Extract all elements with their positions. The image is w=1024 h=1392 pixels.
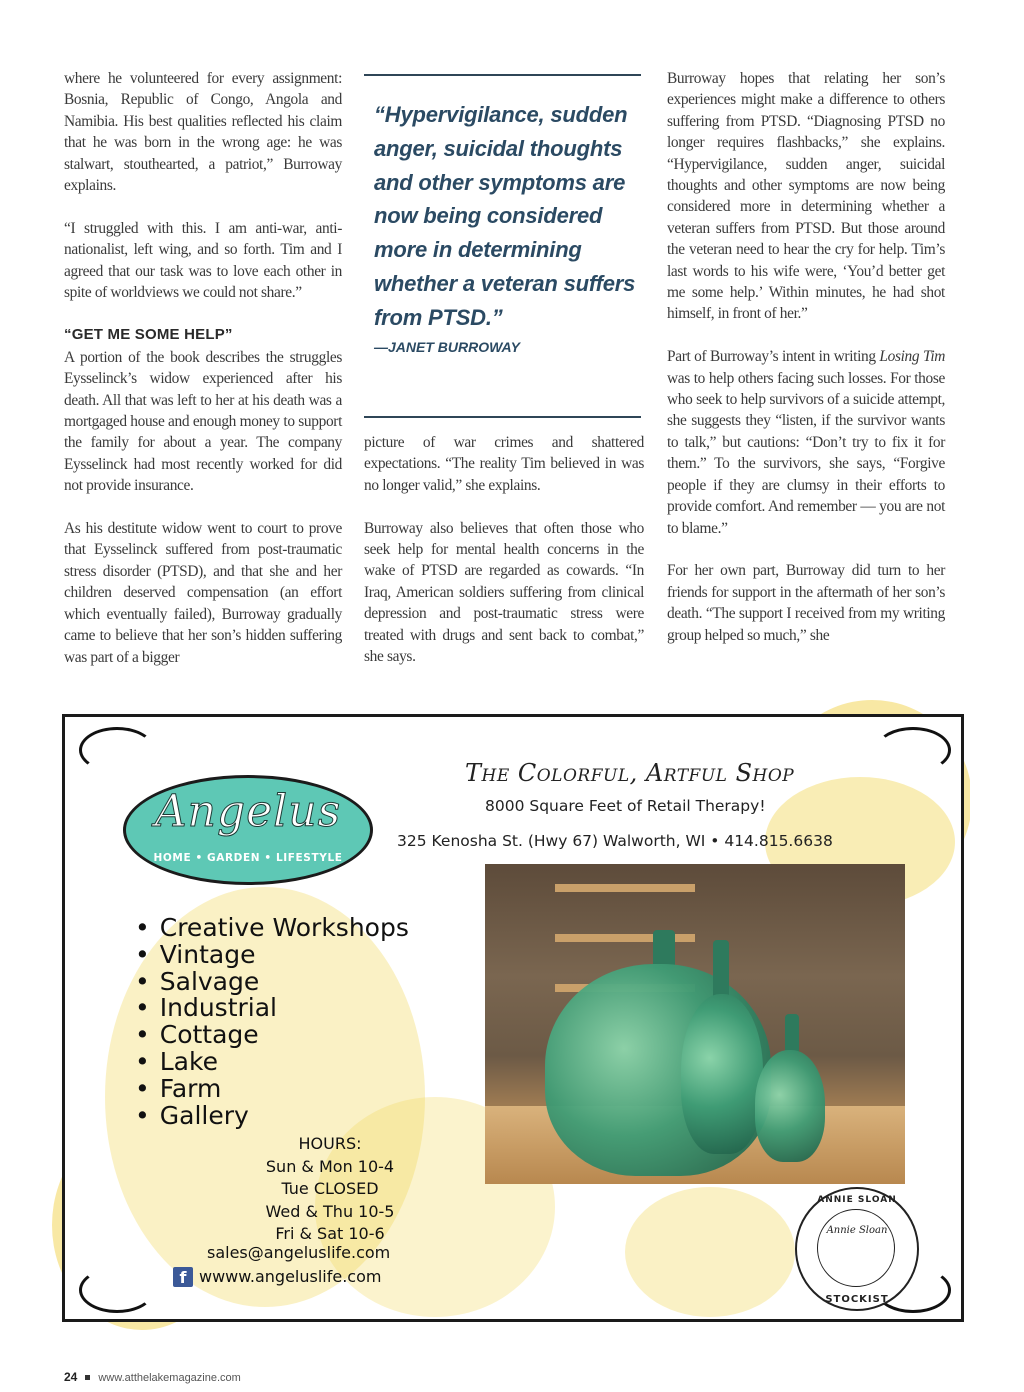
angelus-logo — [123, 775, 373, 885]
ad-title: The Colorful, Artful Shop — [465, 759, 795, 787]
ornament-scroll — [79, 1267, 155, 1313]
feature-item: • Salvage — [135, 969, 409, 996]
paragraph: picture of war crimes and shattered expectations. “The reality Tim believed in was no longer valid,” she explains. — [364, 434, 644, 494]
paragraph: For her own part, Burroway did turn to her friends for support in the aftermath of her son’s death. “The support I received from my writing group helped so much,” she — [667, 562, 945, 644]
pull-quote-attribution: —JANET BURROWAY — [374, 338, 520, 355]
annie-sloan-stockist-badge — [795, 1187, 919, 1311]
paragraph: Burroway also believes that often those who seek help for mental health concerns in the wake of PTSD are regarded as cowards. “In Iraq, American soldiers suffering from clinical depression and post-traumatic stress were treated with drugs and sent back to combat,” she says. — [364, 519, 644, 666]
feature-item: • Creative Workshops — [135, 915, 409, 942]
contact-info — [169, 1241, 390, 1289]
hours-title: HOURS: — [298, 1134, 362, 1153]
ornament-scroll — [875, 727, 951, 773]
store-hours — [215, 1133, 445, 1246]
badge-bottom-text: STOCKIST — [825, 1294, 889, 1305]
feature-item: • Industrial — [135, 995, 409, 1022]
paragraph: As his destitute widow went to court to prove that Eysselinck suffered from post-traumatic stress disorder (PTSD), and that she and her children deserved compensation (an effort which eventually failed), Burroway gradually came to believe that her son’s hidden suffering was part of a bigger — [64, 520, 342, 666]
paragraph: “I struggled with this. I am anti-war, anti-nationalist, left wing, and so forth. Tim and I agreed that our task was to love each other in spite of worldviews we could not share.” — [64, 219, 342, 302]
badge-inner-ring — [817, 1209, 895, 1287]
paragraph: where he volunteered for every assignment: Bosnia, Republic of Congo, Angola and Namibia. His best qualities reflected his claim that he was born in the wrong age: he was stalwart, stouthearted, a patriot,” Burroway explains. — [64, 70, 342, 195]
pull-quote — [364, 74, 641, 418]
ornament-scroll — [79, 727, 155, 773]
ad-address: 325 Kenosha St. (Hwy 67) Walworth, WI • 414.815.6638 — [397, 832, 833, 850]
paint-splash — [625, 1187, 795, 1317]
feature-item: • Lake — [135, 1049, 409, 1076]
paragraph: Burroway hopes that relating her son’s experiences might make a difference to others suffering from PTSD. “Diagnosing PTSD no longer requires flashbacks,” she explains. “Hypervigilance, sudden anger, suicidal thoughts and other symptoms are now being considered more in determining whether a veteran suffers from PTSD. But those around the veteran need to hear the cry for help. Tim’s last words to his wife were, ‘You’d better get me some help.’ Within minutes, he had shot himself, in front of her.” — [667, 70, 945, 323]
email-link[interactable]: sales@angeluslife.com — [207, 1243, 391, 1262]
pull-quote-text: “Hypervigilance, sudden anger, suicidal thoughts and other symptoms are now being considered more in determining whether a veteran suffers from PTSD.” — [374, 102, 636, 330]
feature-item: • Vintage — [135, 942, 409, 969]
hours-line: Fri & Sat 10-6 — [275, 1224, 385, 1244]
badge-signature: Annie Sloan — [826, 1225, 888, 1236]
bottle-neck — [785, 1014, 799, 1054]
logo-name: Angelus — [154, 786, 342, 837]
green-glass-bottle — [681, 994, 763, 1154]
footer-url[interactable]: www.atthelakemagazine.com — [98, 1372, 241, 1384]
green-glass-bottle — [755, 1050, 825, 1162]
ad-frame — [62, 714, 964, 1322]
paragraph: A portion of the book describes the struggles Eysselinck’s widow experienced after his death. All that was left to her at his death was a mortgaged house and enough money to support the family for about a year. The company Eysselinck had most recently worked for did not provide insurance. — [64, 348, 342, 495]
facebook-icon[interactable]: f — [173, 1267, 193, 1287]
bottle-neck — [713, 940, 729, 1000]
feature-item: • Gallery — [135, 1103, 409, 1130]
shop-photo — [485, 864, 905, 1184]
hours-line: Tue CLOSED — [281, 1179, 379, 1199]
article-column-2 — [364, 432, 644, 689]
badge-top-text: ANNIE SLOAN — [817, 1195, 897, 1205]
logo-subtitle: HOME • GARDEN • LIFESTYLE — [153, 852, 343, 864]
text-run: was to help others facing such losses. For those who seek to help survivors of a suicide attempt, she suggests they “listen, if the survivor wants to talk,” but cautions: “Don’t try to fix it for them.” To the survivors, she says, “Forgive people if they are clumsy in their efforts to provide comfort. And remember — you are not to blame.” — [667, 369, 945, 537]
feature-item: • Farm — [135, 1076, 409, 1103]
article-column-3 — [667, 68, 945, 667]
page-footer — [64, 1370, 241, 1384]
ad-tagline: 8000 Square Feet of Retail Therapy! — [485, 797, 766, 815]
article-column-1 — [64, 68, 342, 689]
angelus-advertisement — [52, 700, 970, 1330]
book-title: Losing Tim — [879, 348, 946, 366]
feature-item: • Cottage — [135, 1022, 409, 1049]
hours-line: Sun & Mon 10-4 — [265, 1156, 395, 1176]
page-number: 24 — [64, 1370, 78, 1384]
hours-line: Wed & Thu 10-5 — [265, 1201, 395, 1221]
paragraph — [667, 346, 945, 539]
section-subhead: “GET ME SOME HELP” — [64, 325, 233, 343]
text-run: Part of Burroway’s intent in writing — [667, 348, 880, 366]
feature-list — [135, 915, 409, 1129]
separator-square — [85, 1375, 90, 1380]
shelf — [555, 884, 695, 892]
website-link[interactable]: wwww.angeluslife.com — [199, 1267, 382, 1286]
